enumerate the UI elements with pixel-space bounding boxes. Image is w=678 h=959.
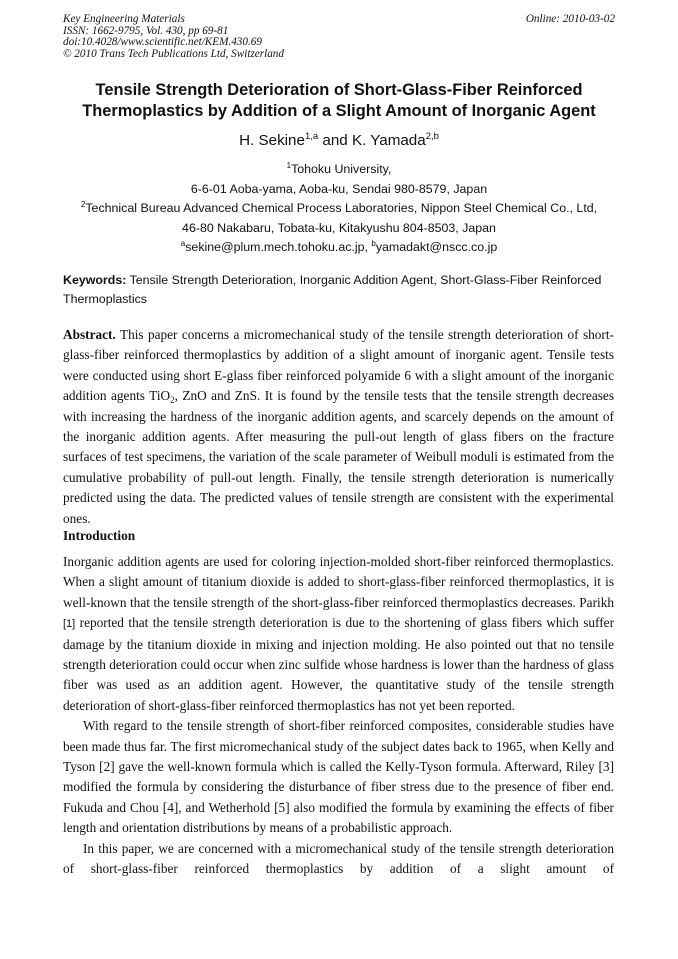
affiliation-1-mark: 1: [286, 161, 292, 170]
issn-line: ISSN: 1662-9795, Vol. 430, pp 69-81: [63, 24, 229, 37]
intro-p1-text-b: reported that the tensile strength deterioration is due to the shortening of glass fibers which suffer damage by the titanium dioxide in mixing and injection molding. He also pointed out that no tensile strength deterioration could occur when zinc sulfide whose hardness is lower than the hardness of glass fiber was used as an addition agent. However, the quantitative study of the tensile strength deterioration of short-glass-fiber reinforced thermoplastics has not yet been reported.: [63, 615, 618, 713]
affiliations: [40, 160, 638, 258]
abstract-label: Abstract.: [63, 327, 116, 342]
affiliation-1-name: Tohoku University,: [291, 162, 392, 176]
section-heading-introduction: Introduction: [63, 528, 136, 543]
paper-title: [40, 80, 638, 122]
title-line-2: Thermoplastics by Addition of a Slight Amount of Inorganic Agent: [82, 102, 596, 120]
keywords-block: [63, 271, 615, 310]
intro-paragraph-1: [63, 552, 618, 716]
author-1: H. Sekine: [239, 132, 305, 149]
introduction-body: [63, 552, 618, 880]
abstract-block: [63, 325, 618, 529]
journal-name: Key Engineering Materials: [63, 13, 185, 25]
author-joiner: and: [318, 132, 352, 149]
email-a[interactable]: sekine@plum.mech.tohoku.ac.jp,: [185, 240, 372, 255]
author-1-affiliation-mark: 1,a: [304, 131, 319, 142]
affiliation-2-name: Technical Bureau Advanced Chemical Process Laboratories, Nippon Steel Chemical Co., Ltd,: [85, 201, 598, 216]
intro-paragraph-2: With regard to the tensile strength of short-fiber reinforced composites, considerable studies have been made thus far. The first micromechanical study of the subject dates back to 1965, when Kelly and Tyson [2] gave the well-known formula which is called the Kelly-Tyson formula. Afterward, Riley [3] modified the formula by considering the disturbance of fiber stress due to the presence of fiber end. Fukuda and Chou [4], and Wetherhold [5] also modified the formula by examining the effects of fiber length and orientation distributions by means of a probabilistic approach.: [63, 718, 614, 836]
copyright-line: © 2010 Trans Tech Publications Ltd, Switzerland: [63, 47, 284, 60]
title-line-1: Tensile Strength Deterioration of Short-Glass-Fiber Reinforced: [95, 81, 583, 99]
author-2-affiliation-mark: 2,b: [425, 131, 439, 142]
abstract-text-part-2: , ZnO and ZnS. It is found by the tensile tests that the tensile strength decreases with increasing the hardness of the inorganic addition agents, and scarcely depends on the amount of the inorganic addition agents. After measuring the pull-out length of glass fibers on the fracture surfaces of test specimens, the variation of the scale parameter of Weibull moduli is estimated from the cumulative probability of pull-out length. Finally, the tensile strength deterioration is numerically predicted using the data. The predicted values of tensile strength are consistent with the experimental ones.: [63, 388, 614, 526]
doi-line[interactable]: doi:10.4028/www.scientific.net/KEM.430.69: [63, 36, 262, 49]
email-a-mark: a: [180, 239, 186, 249]
online-date: Online: 2010-03-02: [525, 13, 615, 25]
affiliation-1-address: 6-6-01 Aoba-yama, Aoba-ku, Sendai 980-8579, Japan: [190, 181, 488, 196]
tio2-subscript: 2: [170, 395, 175, 406]
affiliation-2-address: 46-80 Nakabaru, Tobata-ku, Kitakyushu 804-8503, Japan: [182, 220, 496, 235]
author-2: K. Yamada: [351, 132, 426, 149]
email-b-mark: b: [371, 239, 376, 249]
keywords-label: Keywords:: [63, 273, 127, 287]
affiliation-1: [40, 160, 638, 180]
author-list: [40, 131, 638, 151]
keywords-text: Tensile Strength Deterioration, Inorganic Addition Agent, Short-Glass-Fiber Reinforced Thermoplastics: [63, 273, 605, 307]
author-emails: [40, 238, 638, 258]
abstract-text-part-1: This paper concerns a micromechanical study of the tensile strength deterioration of short-glass-fiber reinforced thermoplastics by addition of a slight amount of inorganic agent. Tensile tests were conducted using short E-glass fiber reinforced polyamide 6 with a slight amount of the inorganic addition agents TiO: [63, 327, 618, 404]
affiliation-2-mark: 2: [80, 200, 86, 210]
journal-header: [63, 14, 615, 60]
citation-1[interactable]: [1]: [63, 618, 76, 631]
email-b[interactable]: yamadakt@nscc.co.jp: [375, 240, 498, 255]
intro-p1-text-a: Inorganic addition agents are used for coloring injection-molded short-fiber reinforced thermoplastics. When a slight amount of titanium dioxide is added to short-glass-fiber reinforced thermoplastics, it is well-known that the tensile strength of the short-glass-fiber reinforced thermoplastics decreases. Parikh: [63, 554, 618, 610]
affiliation-2: [40, 199, 638, 219]
intro-paragraph-3: In this paper, we are concerned with a micromechanical study of the tensile strength deterioration of short-glass-fiber reinforced thermoplastics by addition of a slight amount of: [63, 840, 614, 877]
